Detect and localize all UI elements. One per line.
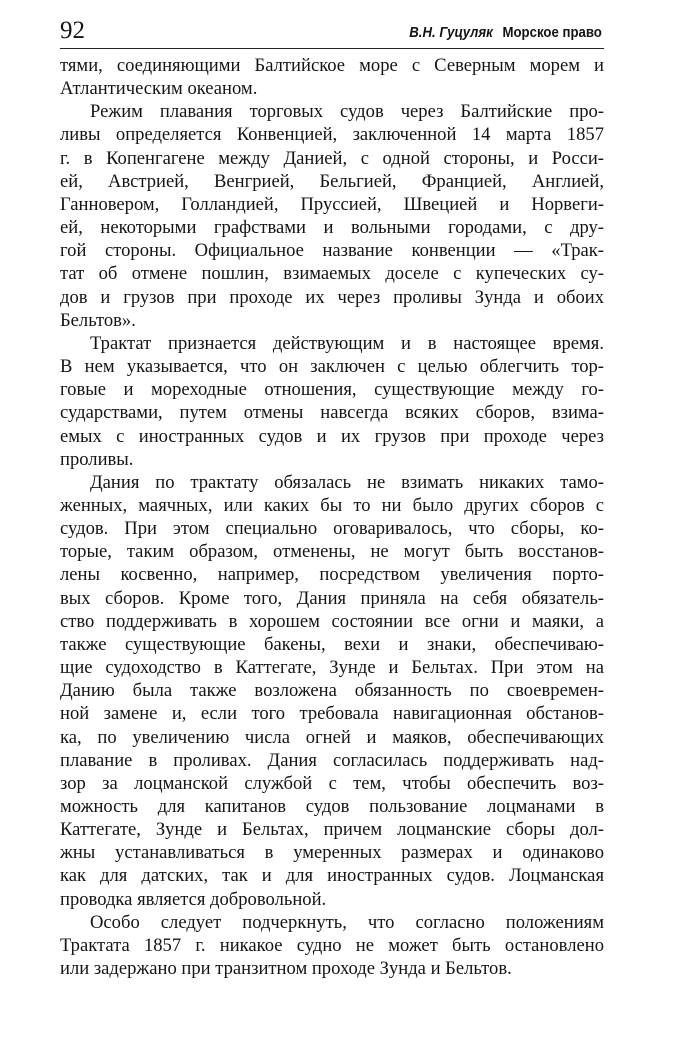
paragraph [60,332,604,471]
text-line: ство поддерживать в хорошем состоянии все огни и маяки, а [60,610,604,632]
paragraph [60,54,604,100]
text-line: ливы определяется Конвенцией, заключенной 14 марта 1857 [60,124,604,146]
text-line: ей, некоторыми графствами и вольными городами, с дру- [60,217,604,239]
text-line: тями, соединяющими Балтийское море с Северным морем и [60,55,604,76]
text-line: также существующие бакены, вехи и знаки, обеспечиваю- [60,633,604,655]
body-text [60,54,604,980]
text-line: ей, Австрией, Венгрией, Бельгией, Францией, Англией, [60,170,604,192]
paragraph [60,911,604,980]
text-line: женных, маячных, или каких бы то ни было других сборов с [60,494,604,516]
text-line: судов. При этом специально оговаривалось, что сборы, ко- [60,518,604,540]
paragraph [60,471,604,911]
text-line: вых сборов. Кроме того, Дания приняла на себя обязатель- [60,587,604,609]
text-line: г. в Копенгагене между Данией, с одной стороны, и Росси- [60,147,604,169]
text-line: Ганновером, Голландией, Пруссией, Швецией и Норвеги- [60,193,604,215]
text-line: гой стороны. Официальное название конвенции — «Трак- [60,240,604,262]
author-name: В.Н. Гуцуляк [409,24,493,41]
text-line: Данию была также возложена обязанность по своевремен- [60,680,604,702]
text-line: Трактата 1857 г. никакое судно не может быть остановлено [60,934,604,956]
page-header [60,14,604,49]
text-line: лены косвенно, например, посредством увеличения порто- [60,564,604,586]
book-title: Морское право [502,24,602,41]
text-line: торые, таким образом, отменены, не могут быть восстанов- [60,541,604,563]
text-line: говые и мореходные отношения, существующие между го- [60,379,604,401]
text-line: В нем указывается, что он заключен с целью облегчить тор- [60,356,604,378]
paragraph [60,100,604,332]
text-line: проводка является добровольной. [60,888,327,910]
text-line: Каттегате, Зунде и Бельтах, причем лоцманские сборы дол- [60,819,604,841]
text-line: жны устанавливаться в умеренных размерах и одинаково [60,842,604,864]
text-line: ной замене и, если того требовала навигационная обстанов- [60,703,604,725]
text-line: сударствами, путем отмены навсегда всяких сборов, взима- [60,402,604,424]
text-line: ка, по увеличению числа огней и маяков, обеспечивающих [60,726,604,748]
text-line: тат об отмене пошлин, взимаемых доселе с купеческих су- [60,263,604,285]
text-line: Дания по трактату обязалась не взимать никаких тамо- [90,471,604,493]
text-line: проливы. [60,448,134,470]
text-line: Бельтов». [60,309,136,331]
text-line: Режим плавания торговых судов через Балтийские про- [90,101,604,123]
text-line: Особо следует подчеркнуть, что согласно положениям [90,911,604,933]
text-line: Трактат признается действующим и в настоящее время. [90,332,604,354]
running-head [409,23,602,43]
text-line: Атлантическим океаном. [60,78,258,100]
text-line: емых с иностранных судов и их грузов при проходе через [60,425,604,447]
text-line: зор за лоцманской службой с тем, чтобы обеспечить воз- [60,772,604,794]
text-line: плавание в проливах. Дания согласилась поддерживать над- [60,749,604,771]
page-number: 92 [60,17,85,44]
text-line: можность для капитанов судов пользование лоцманами в [60,796,604,817]
text-line: или задержано при транзитном проходе Зунда и Бельтов. [60,958,512,980]
text-line: как для датских, так и для иностранных судов. Лоцманская [60,865,604,887]
text-line: дов и грузов при проходе их через проливы Зунда и обоих [60,286,604,308]
text-line: щие судоходство в Каттегате, Зунде и Бельтах. При этом на [60,657,604,679]
